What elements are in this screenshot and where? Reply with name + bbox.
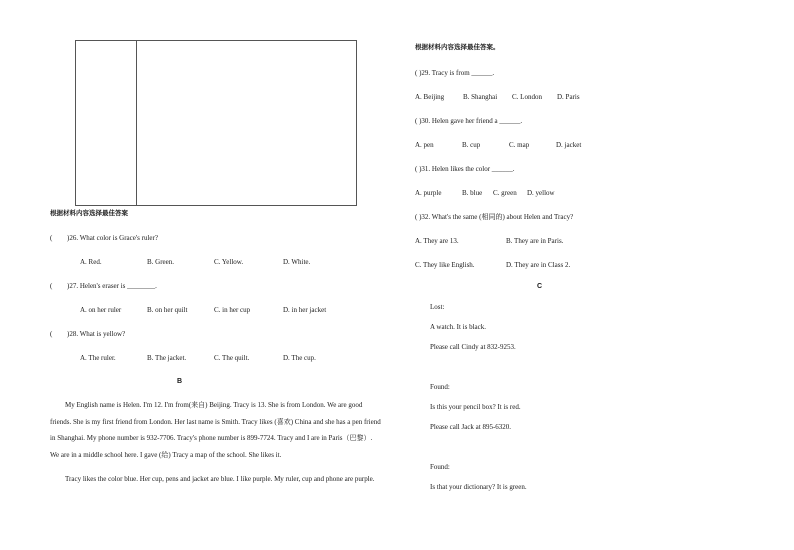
q28-option-b: B. The jacket.: [147, 354, 187, 362]
q32-stem: ( )32. What's the same (相同的) about Helen and Tracy?: [415, 213, 574, 221]
q28-bracket: (: [50, 330, 53, 338]
notice-1-line-2: Please call Cindy at 832-9253.: [430, 343, 516, 351]
q32-option-b: B. They are in Paris.: [506, 237, 564, 245]
q27-option-b: B. on her quilt: [147, 306, 188, 314]
q26-option-b: B. Green.: [147, 258, 175, 266]
q30-option-c: C. map: [509, 141, 530, 149]
q29-option-a: A. Beijing: [415, 93, 445, 101]
table-divider: [136, 41, 137, 205]
q31-option-c: C. green: [493, 189, 517, 197]
passage-paragraph-1: My English name is Helen. I'm 12. I'm from(来自) Beijing. Tracy is 13. She is from London. We are good friends. She is my first friend from London. Her last name is Smith. Tracy likes (喜欢) China and she has a pen friend in Shanghai. My phone number is 932-7706. Tracy's phone number is 899-7724. Tracy and I are in Paris（巴黎）. We are in a middle school here. I gave (给) Tracy a map of the school. She likes it.: [50, 401, 381, 459]
q29-option-c: C. London: [512, 93, 542, 101]
q26-option-d: D. White.: [283, 258, 311, 266]
q30-stem: ( )30. Helen gave her friend a ______.: [415, 117, 523, 125]
notice-2-line-1: Is this your pencil box? It is red.: [430, 403, 521, 411]
q28-option-a: A. The ruler.: [80, 354, 116, 362]
q28-option-d: D. The cup.: [283, 354, 316, 362]
left-instruction: 根据材料内容选择最佳答案: [50, 210, 128, 217]
q29-stem: ( )29. Tracy is from ______.: [415, 69, 495, 77]
q26-option-a: A. Red.: [80, 258, 102, 266]
blank-table: [75, 40, 357, 206]
notice-1-title: Lost:: [430, 303, 445, 311]
q27-option-c: C. in her cup: [214, 306, 251, 314]
q32-option-c: C. They like English.: [415, 261, 475, 269]
q30-option-d: D. jacket: [556, 141, 582, 149]
q27-option-a: A. on her ruler: [80, 306, 122, 314]
q32-option-a: A. They are 13.: [415, 237, 459, 245]
right-instruction: 根据材料内容选择最佳答案。: [415, 44, 500, 51]
q26-option-c: C. Yellow.: [214, 258, 244, 266]
q26-stem: )26. What color is Grace's ruler?: [67, 234, 158, 242]
q31-stem: ( )31. Helen likes the color ______.: [415, 165, 515, 173]
q29-option-d: D. Paris: [557, 93, 580, 101]
q30-option-a: A. pen: [415, 141, 434, 149]
notice-2-line-2: Please call Jack at 895-6320.: [430, 423, 512, 431]
q31-option-d: D. yellow: [527, 189, 555, 197]
q27-option-d: D. in her jacket: [283, 306, 327, 314]
q29-option-b: B. Shanghai: [463, 93, 498, 101]
q30-option-b: B. cup: [462, 141, 481, 149]
q31-option-a: A. purple: [415, 189, 442, 197]
section-c-label: C: [537, 283, 543, 290]
q26-bracket: (: [50, 234, 53, 242]
q28-option-c: C. The quilt.: [214, 354, 250, 362]
q27-bracket: (: [50, 282, 53, 290]
q31-option-b: B. blue: [462, 189, 483, 197]
notice-3-title: Found:: [430, 463, 450, 471]
notice-1-line-1: A watch. It is black.: [430, 323, 486, 331]
q32-option-d: D. They are in Class 2.: [506, 261, 571, 269]
q27-stem: )27. Helen's eraser is ________.: [67, 282, 157, 290]
notice-2-title: Found:: [430, 383, 450, 391]
section-b-label: B: [177, 378, 183, 385]
notice-3-line-1: Is that your dictionary? It is green.: [430, 483, 527, 491]
q28-stem: )28. What is yellow?: [67, 330, 126, 338]
passage-paragraph-2: Tracy likes the color blue. Her cup, pens and jacket are blue. I like purple. My ruler, cup and phone are purple.: [65, 475, 375, 483]
